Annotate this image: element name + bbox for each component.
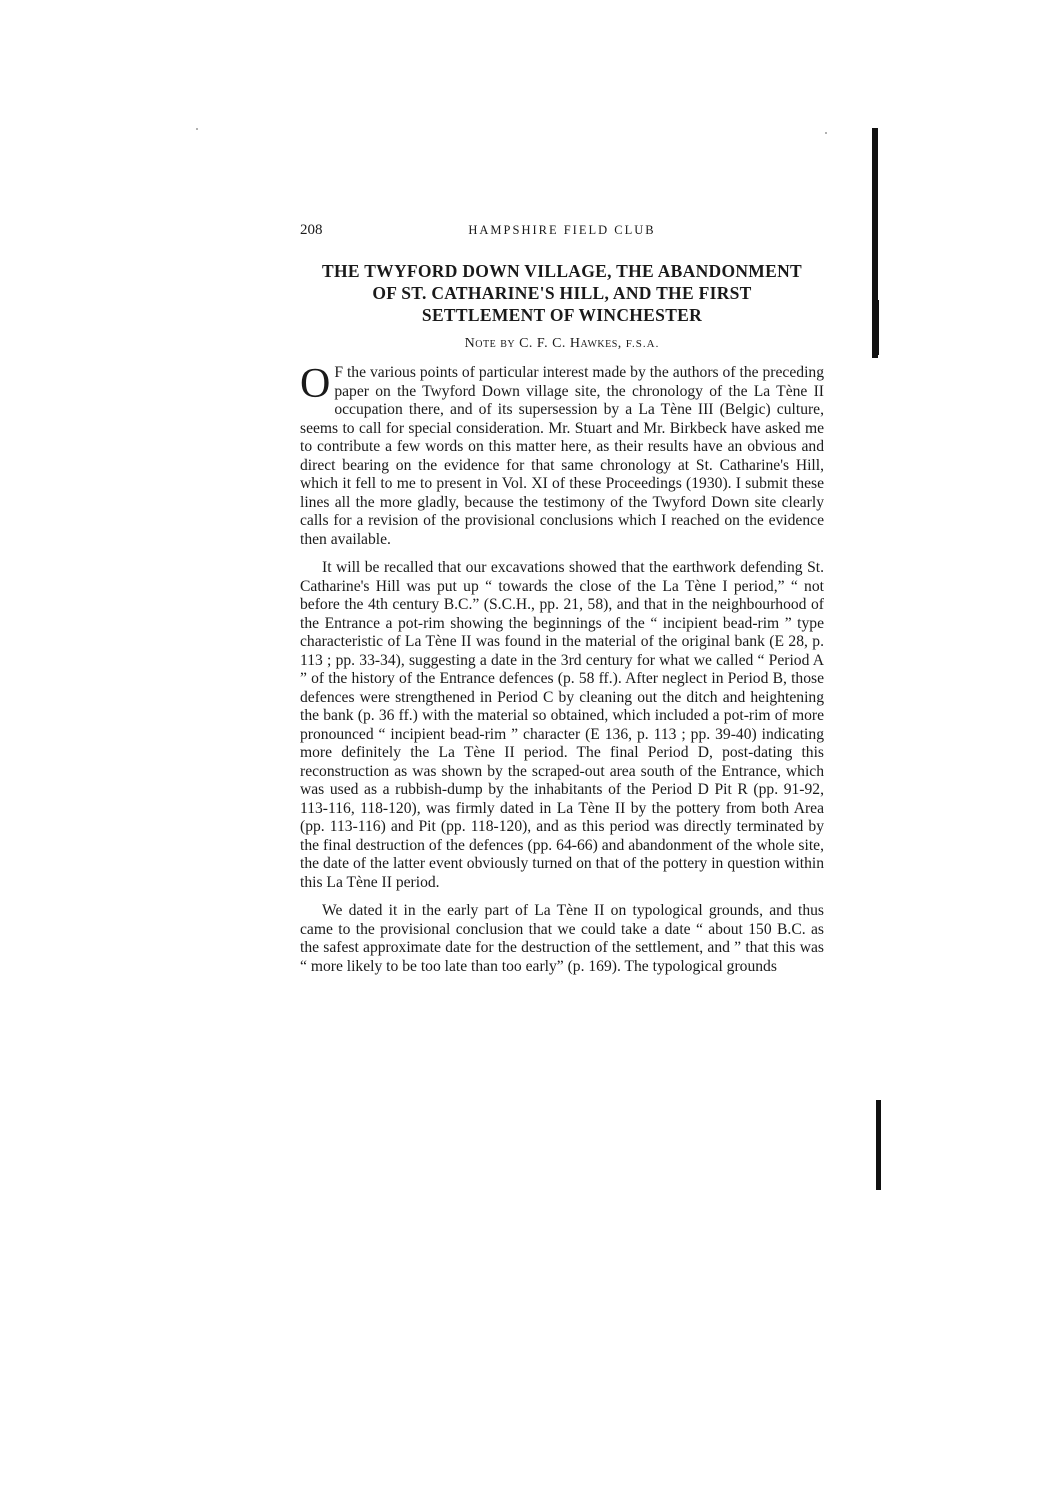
running-head [300,222,824,244]
scan-speck [825,132,827,134]
scan-speck [196,128,198,130]
title-line: OF ST. CATHARINE'S HILL, AND THE FIRST [372,283,752,303]
scan-edge-bar-mark [875,300,879,355]
byline [300,336,824,352]
running-title: HAMPSHIRE FIELD CLUB [468,223,656,237]
document-page [300,222,824,976]
paragraph-2: It will be recalled that our excavations showed that the earthwork defending St. Catharine's Hill was put up “ towards the close of the La Tène I period,” “ not before the 4th century B.C.” (S.C.H., pp. 21, 58), and that in the neighbourhood of the Entrance a pot-rim showing the beginnings of the “ incipient bead-rim ” type characteristic of La Tène II was found in the material of the original bank (E 28, p. 113 ; pp. 33-34), suggesting a date in the 3rd century for what we called “ Period A ” of the history of the Entrance defences (p. 58 ff.). After neglect in Period B, those defences were strengthened in Period C by cleaning out the ditch and heightening the bank (p. 36 ff.) with the material so obtained, which included a pot-rim of more pronounced “ incipient bead-rim ” character (E 136, p. 113 ; pp. 39-40) indicating more definitely the La Tène II period. The final Period D, post-dating this reconstruction as was shown by the scraped-out area south of the Entrance, which was used as a rubbish-dump by the inhabitants of the Period D Pit R (pp. 91-92, 113-116, 118-120), was firmly dated in La Tène II by the pottery from both Area (pp. 113-116) and Pit (pp. 118-120), and as this period was directly terminated by the final destruction of the defences (pp. 64-66) and abandonment of the whole site, the date of the latter event obviously turned on that of the pottery in question within this La Tène II period. [300,559,824,891]
article-title [300,260,824,326]
page-number: 208 [300,222,323,238]
byline-author: Note by C. F. C. Hawkes, [464,336,622,351]
scan-edge-bar-bottom [876,1100,881,1190]
paragraph-1-text: F the various points of particular interest made by the authors of the preceding paper on the Twyford Down village site, the chronology of the La Tène II occupation there, and of its supersession by a La Tène III (Belgic) culture, seems to call for special consideration. Mr. Stuart and Mr. Birkbeck have asked me to contribute a few words on this matter here, as their results have an obvious and direct bearing on the evidence for that same chronology at St. Catharine's Hill, which it fell to me to present in Vol. XI of these Proceedings (1930). I submit these lines all the more gladly, because the testimony of the Twyford Down site clearly calls for a revision of the provisional conclusions which I reached on the evidence then available. [300,364,824,548]
title-line: SETTLEMENT OF WINCHESTER [421,305,703,325]
drop-cap: O [300,361,331,407]
paragraph-3: We dated it in the early part of La Tène II on typological grounds, and thus came to the provisional conclusion that we could take a date “ about 150 B.C. as the safest approximate date for the destruction of the settlement, and ” that this was “ more likely to be too late than too early” (p. 169). The typological grounds [300,902,824,975]
byline-degree: F.S.A. [625,338,660,350]
title-line: THE TWYFORD DOWN VILLAGE, THE ABANDONMENT [321,261,802,281]
paragraph-1 [300,361,824,549]
